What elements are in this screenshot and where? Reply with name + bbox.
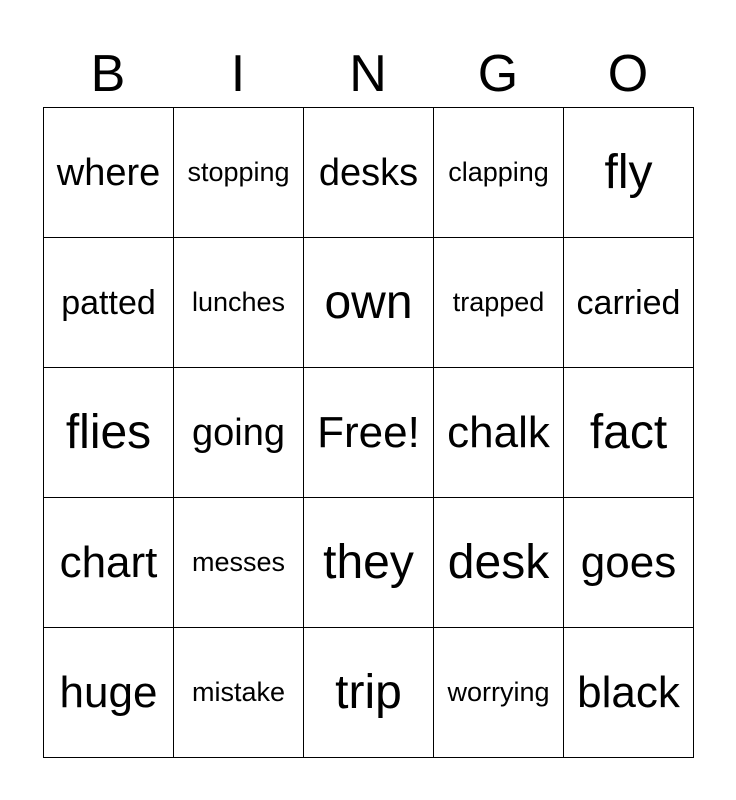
bingo-cell: trapped — [434, 238, 564, 368]
header-letter-b: B — [90, 45, 126, 103]
bingo-cell: desks — [304, 108, 434, 238]
header-letter-g: G — [477, 45, 519, 103]
bingo-cell free-space: Free! — [304, 368, 434, 498]
bingo-board — [43, 107, 694, 758]
bingo-cell: where — [44, 108, 174, 238]
bingo-cell: desk — [434, 498, 564, 628]
bingo-cell: chalk — [434, 368, 564, 498]
bingo-cell: flies — [44, 368, 174, 498]
bingo-cell: mistake — [174, 628, 304, 758]
bingo-cell: patted — [44, 238, 174, 368]
header-letter-i: I — [230, 45, 246, 103]
bingo-cell: clapping — [434, 108, 564, 238]
bingo-cell: huge — [44, 628, 174, 758]
bingo-cell: chart — [44, 498, 174, 628]
bingo-cell: going — [174, 368, 304, 498]
bingo-cell: fly — [564, 108, 694, 238]
bingo-cell: trip — [304, 628, 434, 758]
bingo-header — [43, 42, 693, 106]
bingo-cell: black — [564, 628, 694, 758]
bingo-cell: they — [304, 498, 434, 628]
bingo-cell: worrying — [434, 628, 564, 758]
bingo-cell: lunches — [174, 238, 304, 368]
bingo-cell: own — [304, 238, 434, 368]
bingo-cell: goes — [564, 498, 694, 628]
bingo-cell: carried — [564, 238, 694, 368]
bingo-cell: messes — [174, 498, 304, 628]
header-letter-n: N — [349, 45, 387, 103]
bingo-cell: fact — [564, 368, 694, 498]
bingo-cell: stopping — [174, 108, 304, 238]
header-letter-o: O — [607, 45, 649, 103]
